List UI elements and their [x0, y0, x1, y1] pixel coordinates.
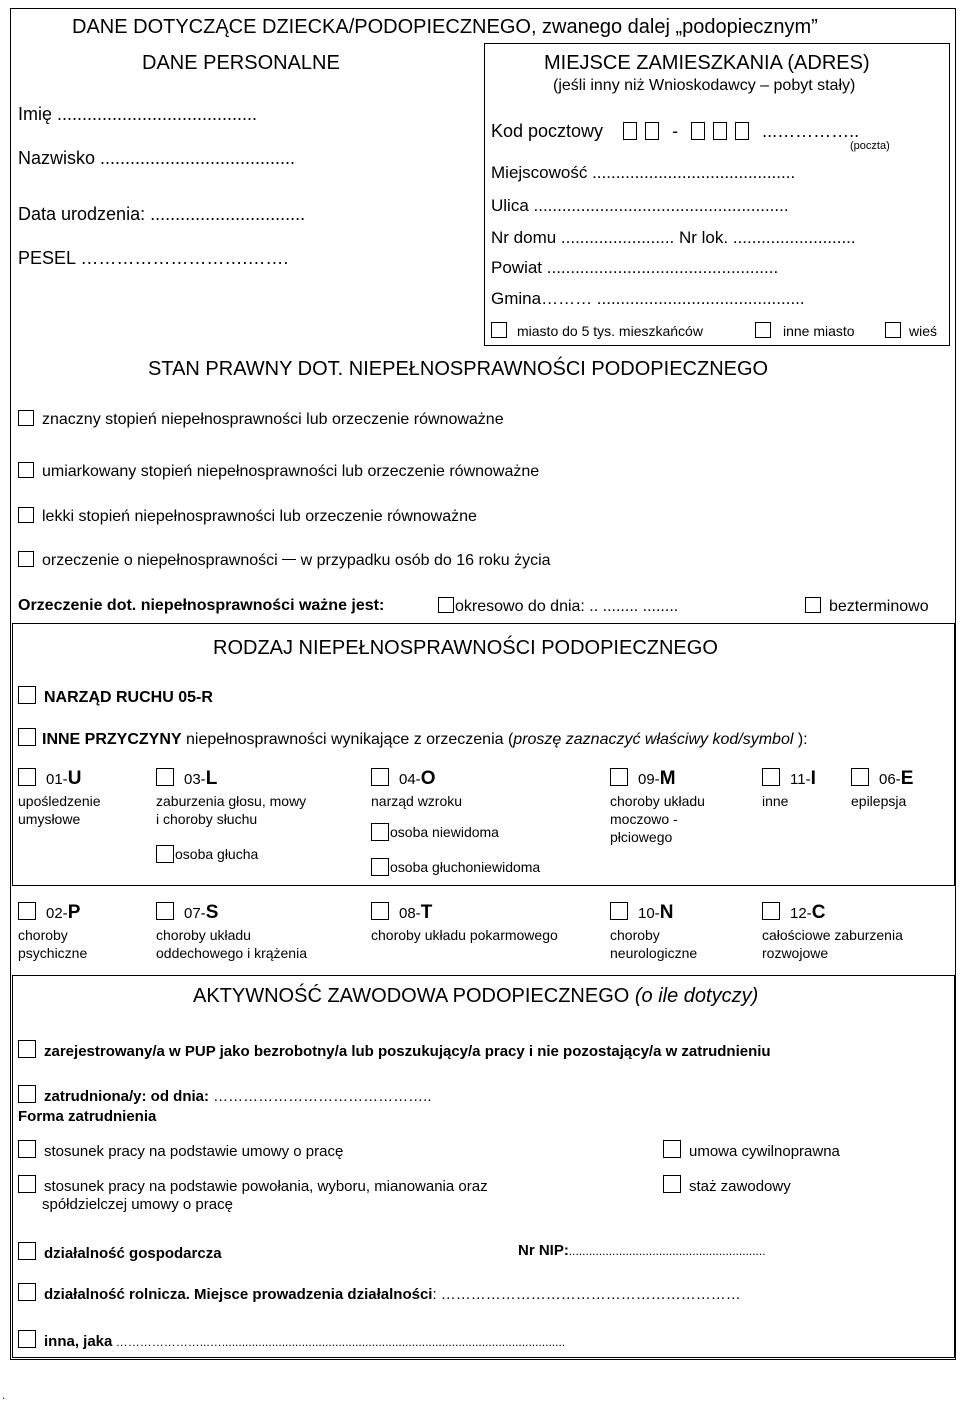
checkbox[interactable]	[371, 902, 389, 920]
postal-digit-box[interactable]	[735, 122, 749, 140]
checkbox[interactable]	[371, 768, 389, 786]
checkbox[interactable]	[805, 597, 821, 613]
checkbox[interactable]	[18, 902, 36, 920]
work-option-other[interactable]: inna, jaka …………………...….......................................................................................................	[18, 1330, 565, 1350]
personal-heading: DANE PERSONALNE	[142, 52, 340, 74]
checkbox[interactable]	[18, 686, 36, 704]
locality-option-small-town[interactable]: miasto do 5 tys. mieszkańców	[491, 322, 703, 339]
checkbox[interactable]	[18, 462, 34, 478]
legal-option[interactable]: znaczny stopień niepełnosprawności lub orzeczenie równoważne	[18, 410, 504, 429]
postal-digit-box[interactable]	[623, 122, 637, 140]
sub-option-blind[interactable]: osoba niewidoma	[371, 823, 499, 841]
checkbox[interactable]	[762, 902, 780, 920]
checkbox[interactable]	[18, 507, 34, 523]
checkbox[interactable]	[885, 322, 901, 338]
kind-heading: RODZAJ NIEPEŁNOSPRAWNOŚCI PODOPIECZNEGO	[213, 637, 718, 659]
ulica-field[interactable]: Ulica ......................................................	[491, 196, 789, 215]
checkbox[interactable]	[18, 1040, 36, 1058]
checkbox[interactable]	[18, 410, 34, 426]
form-option-appointment[interactable]: stosunek pracy na podstawie powołania, wyboru, mianowania oraz	[18, 1175, 488, 1195]
work-option-registered[interactable]: zarejestrowany/a w PUP jako bezrobotny/a lub poszukujący/a pracy i nie pozostający/a w zatrudnieniu	[18, 1040, 771, 1060]
code-option-O[interactable]: 04-O	[371, 768, 435, 790]
postal-code-label: Kod pocztowy	[491, 121, 604, 141]
checkbox[interactable]	[18, 1242, 36, 1260]
checkbox[interactable]	[610, 902, 628, 920]
checkbox[interactable]	[371, 858, 389, 876]
legal-option-under16[interactable]: orzeczenie o niepełnosprawności w przypadku osób do 16 roku życia	[18, 551, 551, 570]
code-desc: choroby układu moczowo - płciowego	[610, 793, 705, 845]
code-desc: całościowe zaburzenia rozwojowe	[762, 927, 903, 961]
work-option-farm[interactable]: działalność rolnicza. Miejsce prowadzenia działalności: ……………………………………………………	[18, 1283, 741, 1303]
checkbox[interactable]	[663, 1175, 681, 1193]
address-heading: MIEJSCE ZAMIESZKANIA (ADRES)	[544, 52, 870, 74]
checkbox[interactable]	[18, 1330, 36, 1348]
code-option-M[interactable]: 09-M	[610, 768, 676, 790]
kind-option-motor[interactable]: NARZĄD RUCHU 05-R	[18, 686, 213, 707]
form-option-civil[interactable]: umowa cywilnoprawna	[663, 1140, 840, 1160]
kind-box	[12, 623, 955, 886]
checkbox[interactable]	[663, 1140, 681, 1158]
code-desc: choroby psychiczne	[18, 927, 88, 961]
section-title: DANE DOTYCZĄCE DZIECKA/PODOPIECZNEGO, zwanego dalej „podopiecznym”	[72, 16, 818, 38]
checkbox[interactable]	[18, 1175, 36, 1193]
code-option-I[interactable]: 11-I	[762, 768, 816, 790]
checkbox[interactable]	[18, 551, 34, 567]
checkbox[interactable]	[438, 597, 454, 613]
footer-dot: .	[2, 1388, 6, 1402]
nip-field[interactable]: Nr NIP:...........................................................	[518, 1242, 766, 1259]
checkbox[interactable]	[371, 823, 389, 841]
code-desc: epilepsja	[851, 793, 907, 809]
form-option-appointment-line2: spółdzielczej umowy o pracę	[42, 1196, 233, 1213]
legal-heading: STAN PRAWNY DOT. NIEPEŁNOSPRAWNOŚCI PODOPIECZNEGO	[148, 358, 769, 380]
form-option-internship[interactable]: staż zawodowy	[663, 1175, 791, 1195]
code-desc: upośledzenie umysłowe	[18, 793, 101, 827]
checkbox[interactable]	[610, 768, 628, 786]
imie-field[interactable]: Imię ........................................	[18, 104, 258, 124]
validity-option-periodic[interactable]: okresowo do dnia: .. ........ ........	[438, 597, 678, 616]
employment-form-label: Forma zatrudnienia	[18, 1108, 157, 1125]
checkbox[interactable]	[156, 902, 174, 920]
checkbox[interactable]	[755, 322, 771, 338]
locality-option-village[interactable]: wieś	[885, 322, 937, 339]
code-option-P[interactable]: 02-P	[18, 902, 80, 924]
checkbox[interactable]	[762, 768, 780, 786]
address-subheading: (jeśli inny niż Wnioskodawcy – pobyt stały)	[553, 77, 856, 94]
miejscowosc-field[interactable]: Miejscowość ...........................................	[491, 163, 796, 182]
code-option-U[interactable]: 01-U	[18, 768, 81, 790]
checkbox[interactable]	[18, 768, 36, 786]
code-option-S[interactable]: 07-S	[156, 902, 218, 924]
pesel-field[interactable]: PESEL ……………………….…….	[18, 248, 289, 268]
kind-option-other[interactable]: INNE PRZYCZYNY niepełnosprawności wynikające z orzeczenia (proszę zaznaczyć właściwy kod/symbol ):	[18, 728, 808, 749]
checkbox[interactable]	[851, 768, 869, 786]
validity-option-indefinite[interactable]: bezterminowo	[805, 597, 929, 616]
legal-option[interactable]: umiarkowany stopień niepełnosprawności lub orzeczenie równoważne	[18, 462, 539, 481]
postal-digit-box[interactable]	[713, 122, 727, 140]
form-option-contract[interactable]: stosunek pracy na podstawie umowy o pracę	[18, 1140, 343, 1160]
powiat-field[interactable]: Powiat .................................................	[491, 258, 779, 277]
gmina-field[interactable]: Gmina……… ............................................	[491, 289, 805, 308]
code-option-E[interactable]: 06-E	[851, 768, 913, 790]
work-heading: AKTYWNOŚĆ ZAWODOWA PODOPIECZNEGO (o ile dotyczy)	[193, 985, 759, 1007]
work-option-business[interactable]: działalność gospodarcza	[18, 1242, 222, 1262]
postal-code-row	[491, 121, 859, 142]
postal-digit-box[interactable]	[691, 122, 705, 140]
checkbox[interactable]	[18, 728, 36, 746]
poczta-caption: (poczta)	[850, 140, 890, 152]
nazwisko-field[interactable]: Nazwisko .......................................	[18, 148, 296, 168]
poczta-field[interactable]: ...…………..	[762, 121, 860, 141]
sub-option-deaf[interactable]: osoba głucha	[156, 845, 258, 863]
postal-digit-box[interactable]	[645, 122, 659, 140]
code-desc: choroby układu pokarmowego	[371, 927, 558, 943]
work-option-employed[interactable]: zatrudniona/y: od dnia: ……………………………………..	[18, 1085, 432, 1105]
checkbox[interactable]	[18, 1283, 36, 1301]
code-desc: narząd wzroku	[371, 793, 463, 809]
sub-option-deafblind[interactable]: osoba głuchoniewidoma	[371, 858, 540, 876]
validity-label: Orzeczenie dot. niepełnosprawności ważne jest:	[18, 597, 385, 614]
code-desc: zaburzenia głosu, mowy i choroby słuchu	[156, 793, 307, 827]
checkbox[interactable]	[156, 768, 174, 786]
checkbox[interactable]	[18, 1085, 36, 1103]
code-desc: inne	[762, 793, 789, 809]
postal-dash: -	[672, 121, 679, 141]
legal-option[interactable]: lekki stopień niepełnosprawności lub orzeczenie równoważne	[18, 507, 477, 526]
checkbox[interactable]	[156, 845, 174, 863]
birthdate-field[interactable]: Data urodzenia: ...............................	[18, 204, 306, 224]
nrdomu-field[interactable]: Nr domu ........................ Nr lok. ..........................	[491, 228, 856, 247]
code-desc: choroby neurologiczne	[610, 927, 698, 961]
code-option-C[interactable]: 12-C	[762, 902, 825, 924]
code-option-N[interactable]: 10-N	[610, 902, 673, 924]
code-option-L[interactable]: 03-L	[156, 768, 217, 790]
checkbox[interactable]	[18, 1140, 36, 1158]
checkbox[interactable]	[491, 322, 507, 338]
code-desc: choroby układu oddechowego i krążenia	[156, 927, 307, 961]
locality-option-other-city[interactable]: inne miasto	[755, 322, 855, 339]
code-option-T[interactable]: 08-T	[371, 902, 432, 924]
